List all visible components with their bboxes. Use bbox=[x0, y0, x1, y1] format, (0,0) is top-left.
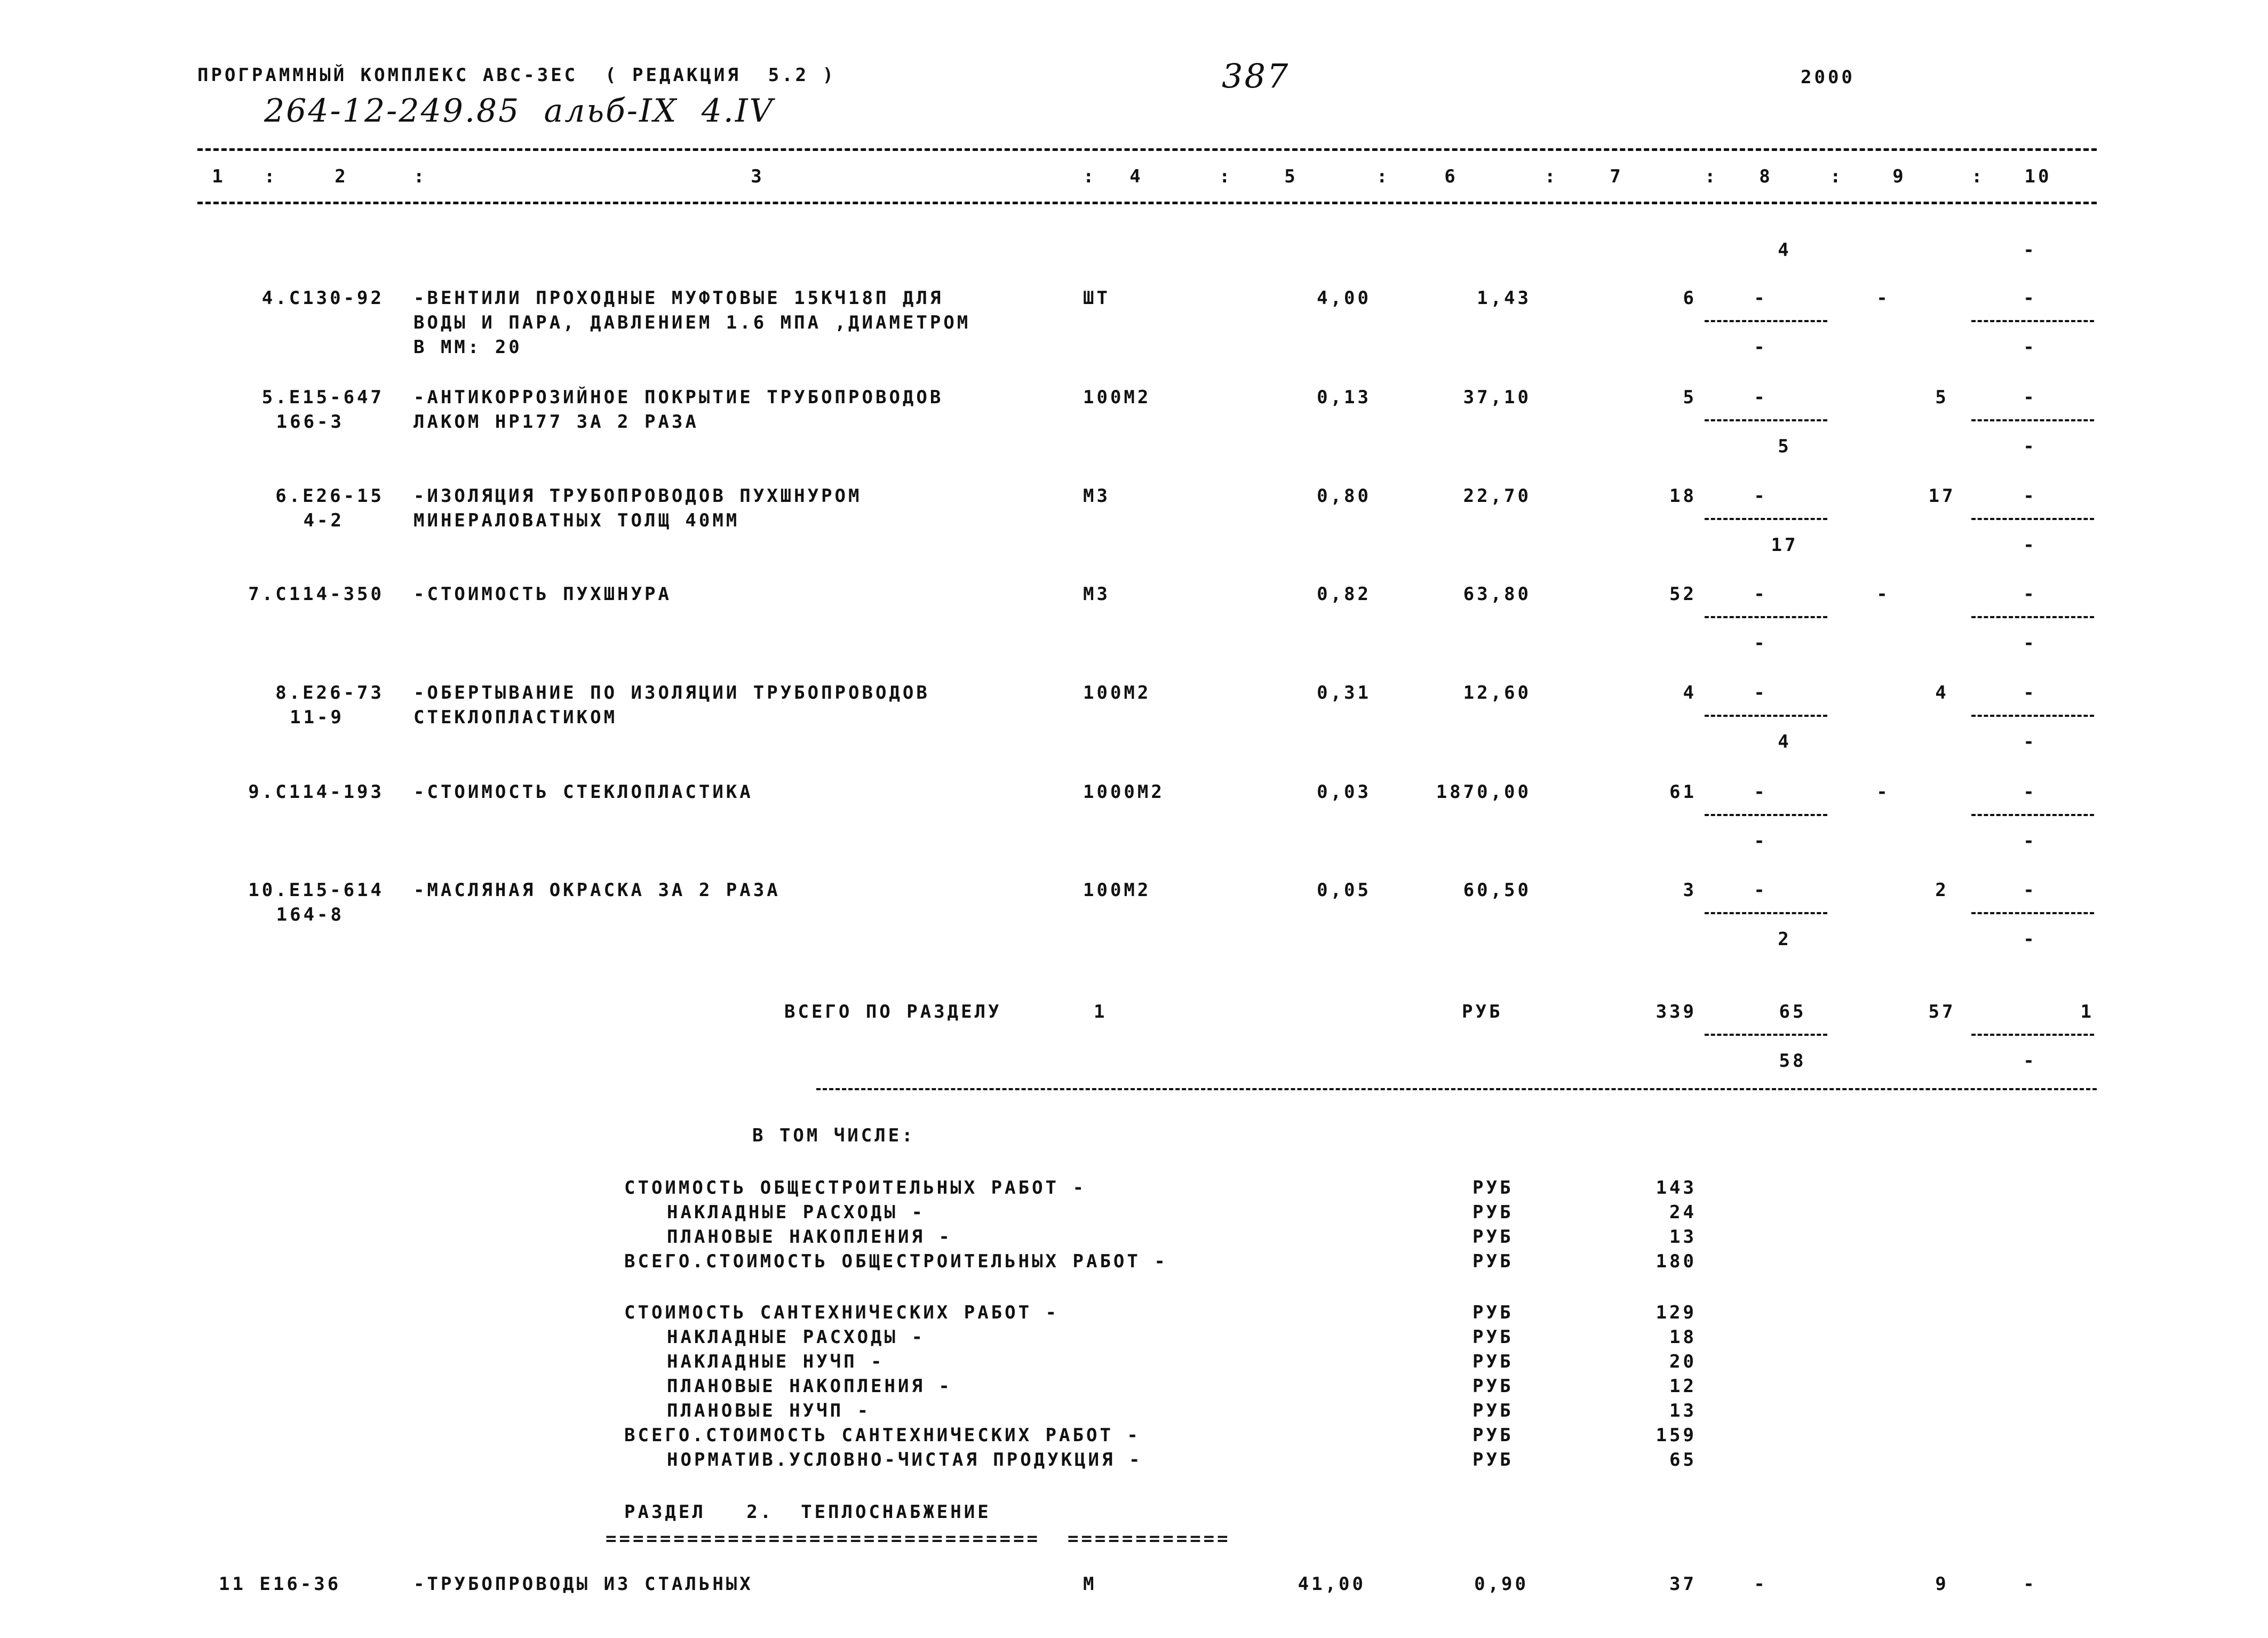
summary-line-label: СТОИМОСТЬ ОБЩЕСТРОИТЕЛЬНЫХ РАБОТ - bbox=[624, 1177, 1086, 1198]
summary-line-unit: РУБ bbox=[1473, 1327, 1514, 1348]
section-total-col10-top: 1 bbox=[2080, 1001, 2094, 1022]
column-header-2: 2 bbox=[335, 166, 348, 187]
row-unit: М bbox=[1083, 1573, 1097, 1595]
section-total-col10-divider bbox=[1971, 1034, 2094, 1036]
column-header-3: 3 bbox=[751, 166, 765, 187]
row-code-sub: 166-3 bbox=[276, 411, 344, 433]
section-total-col8-divider bbox=[1705, 1034, 1827, 1036]
row-col8-bottom: - bbox=[1754, 337, 1768, 358]
row-total: 37 bbox=[1669, 1573, 1697, 1595]
row-col8-divider bbox=[1705, 616, 1827, 618]
row-code: 6.Е26-15 bbox=[275, 485, 384, 507]
row-col9: 17 bbox=[1928, 485, 1956, 507]
summary-line-unit: РУБ bbox=[1473, 1376, 1514, 1397]
carry-value-col8: 4 bbox=[1778, 239, 1792, 261]
row-total: 18 bbox=[1669, 485, 1697, 507]
row-col8-bottom: - bbox=[1754, 830, 1768, 852]
row-col8-top: - bbox=[1754, 485, 1768, 507]
row-unit-price: 1,43 bbox=[1477, 287, 1531, 309]
column-header-6: 6 bbox=[1444, 166, 1458, 187]
row-description: -СТОИМОСТЬ СТЕКЛОПЛАСТИКА bbox=[413, 781, 753, 803]
row-quantity: 0,80 bbox=[1317, 485, 1371, 507]
summary-line-label: ПЛАНОВЫЕ НАКОПЛЕНИЯ - bbox=[667, 1226, 952, 1248]
row-col8-divider bbox=[1705, 912, 1827, 914]
summary-line-unit: РУБ bbox=[1473, 1177, 1514, 1198]
row-unit-price: 12,60 bbox=[1463, 682, 1531, 704]
summary-line-label: ВСЕГО.СТОИМОСТЬ ОБЩЕСТРОИТЕЛЬНЫХ РАБОТ - bbox=[624, 1251, 1168, 1272]
including-label: В ТОМ ЧИСЛЕ: bbox=[752, 1125, 916, 1146]
summary-line-label: НАКЛАДНЫЕ РАСХОДЫ - bbox=[667, 1202, 925, 1223]
row-col9: 4 bbox=[1935, 682, 1949, 704]
row-col10-divider bbox=[1971, 518, 2094, 520]
row-description: -ОБЕРТЫВАНИЕ ПО ИЗОЛЯЦИИ ТРУБОПРОВОДОВ bbox=[413, 682, 930, 704]
row-col10-top: - bbox=[2023, 485, 2037, 507]
summary-line-value: 20 bbox=[1669, 1351, 1697, 1372]
summary-line-value: 24 bbox=[1669, 1202, 1697, 1223]
column-header-1: 1 bbox=[212, 166, 226, 187]
row-description: -ТРУБОПРОВОДЫ ИЗ СТАЛЬНЫХ bbox=[413, 1573, 753, 1595]
column-header-9: 9 bbox=[1892, 166, 1906, 187]
column-header-5: 5 bbox=[1284, 166, 1298, 187]
row-col8-divider bbox=[1705, 320, 1827, 322]
year: 2000 bbox=[1801, 67, 1855, 88]
summary-line-label: СТОИМОСТЬ САНТЕХНИЧЕСКИХ РАБОТ - bbox=[624, 1302, 1060, 1323]
row-description: В ММ: 20 bbox=[413, 337, 522, 358]
header-bottom-rule bbox=[197, 202, 2097, 204]
row-col10-top: - bbox=[2023, 584, 2037, 605]
summary-line-value: 180 bbox=[1656, 1251, 1697, 1272]
row-total: 52 bbox=[1669, 584, 1697, 605]
summary-line-unit: РУБ bbox=[1473, 1226, 1514, 1248]
row-description: -ВЕНТИЛИ ПРОХОДНЫЕ МУФТОВЫЕ 15КЧ18П ДЛЯ bbox=[413, 287, 944, 309]
summary-line-value: 159 bbox=[1656, 1425, 1697, 1446]
row-total: 4 bbox=[1683, 682, 1697, 704]
summary-line-unit: РУБ bbox=[1473, 1351, 1514, 1372]
row-quantity: 0,13 bbox=[1317, 387, 1371, 408]
column-separator: : bbox=[1705, 166, 1718, 187]
row-unit: 100М2 bbox=[1083, 387, 1151, 408]
section-total-col8-top: 65 bbox=[1779, 1001, 1807, 1022]
row-description: ЛАКОМ НР177 ЗА 2 РАЗА bbox=[413, 411, 699, 433]
section-total-col10-bottom: - bbox=[2023, 1050, 2037, 1072]
section-total-rule bbox=[816, 1088, 2097, 1090]
row-unit-price: 0,90 bbox=[1474, 1573, 1529, 1595]
summary-line-value: 18 bbox=[1669, 1327, 1697, 1348]
column-separator: : bbox=[1219, 166, 1233, 187]
summary-line-unit: РУБ bbox=[1473, 1425, 1514, 1446]
column-separator: : bbox=[1545, 166, 1558, 187]
row-quantity: 0,05 bbox=[1317, 880, 1371, 901]
row-col8-top: - bbox=[1754, 781, 1768, 803]
row-quantity: 0,82 bbox=[1317, 584, 1371, 605]
row-col8-bottom: 17 bbox=[1771, 534, 1799, 556]
row-col10-divider bbox=[1971, 616, 2094, 618]
row-col10-bottom: - bbox=[2023, 830, 2037, 852]
summary-line-label: НАКЛАДНЫЕ НУЧП - bbox=[667, 1351, 885, 1372]
summary-line-value: 129 bbox=[1656, 1302, 1697, 1323]
row-col9: - bbox=[1876, 781, 1890, 803]
column-header-8: 8 bbox=[1759, 166, 1773, 187]
row-unit-price: 22,70 bbox=[1463, 485, 1531, 507]
row-unit: 1000М2 bbox=[1083, 781, 1165, 803]
row-code: 11 Е16-36 bbox=[219, 1573, 341, 1595]
row-col9: 5 bbox=[1935, 387, 1949, 408]
column-separator: : bbox=[1971, 166, 1985, 187]
row-col8-top: - bbox=[1754, 880, 1768, 901]
section-total-col9: 57 bbox=[1928, 1001, 1956, 1022]
row-col8-top: - bbox=[1754, 682, 1768, 704]
summary-line-unit: РУБ bbox=[1473, 1449, 1514, 1471]
row-code: 5.Е15-647 bbox=[261, 387, 384, 408]
section-total-label: ВСЕГО ПО РАЗДЕЛУ bbox=[784, 1001, 1002, 1022]
row-col10-divider bbox=[1971, 912, 2094, 914]
column-separator: : bbox=[1083, 166, 1097, 187]
row-quantity: 0,03 bbox=[1317, 781, 1371, 803]
row-code-sub: 164-8 bbox=[276, 904, 344, 925]
next-section-underline: ================================ ============ bbox=[606, 1528, 1231, 1549]
row-col10-bottom: - bbox=[2023, 337, 2037, 358]
row-col10-divider bbox=[1971, 814, 2094, 816]
row-col10-divider bbox=[1971, 715, 2094, 717]
row-description: -ИЗОЛЯЦИЯ ТРУБОПРОВОДОВ ПУХШНУРОМ bbox=[413, 485, 862, 507]
row-col8-divider bbox=[1705, 419, 1827, 421]
summary-line-unit: РУБ bbox=[1473, 1400, 1514, 1421]
row-col10-top: - bbox=[2023, 682, 2037, 704]
section-total-col8-bottom: 58 bbox=[1779, 1050, 1807, 1072]
section-total-value: 339 bbox=[1656, 1001, 1697, 1022]
column-header-7: 7 bbox=[1610, 166, 1624, 187]
row-total: 61 bbox=[1669, 781, 1697, 803]
row-col9: - bbox=[1876, 584, 1890, 605]
row-col10-bottom: - bbox=[2023, 633, 2037, 654]
summary-line-label: ВСЕГО.СТОИМОСТЬ САНТЕХНИЧЕСКИХ РАБОТ - bbox=[624, 1425, 1141, 1446]
row-code: 4.С130-92 bbox=[261, 287, 384, 309]
row-col10-bottom: - bbox=[2023, 731, 2037, 753]
row-code-sub: 4-2 bbox=[303, 510, 344, 531]
row-col8-top: - bbox=[1754, 584, 1768, 605]
section-total-unit: РУБ bbox=[1462, 1001, 1503, 1022]
row-col10-bottom: - bbox=[2023, 436, 2037, 457]
row-col10-top: - bbox=[2023, 880, 2037, 901]
row-code-sub: 11-9 bbox=[290, 707, 344, 728]
row-col10-top: - bbox=[2023, 387, 2037, 408]
header-top-rule bbox=[197, 148, 2097, 151]
row-code: 10.Е15-614 bbox=[248, 880, 384, 901]
row-description: -АНТИКОРРОЗИЙНОЕ ПОКРЫТИЕ ТРУБОПРОВОДОВ bbox=[413, 387, 944, 408]
row-col8-top: - bbox=[1754, 287, 1768, 309]
row-col8-bottom: 5 bbox=[1778, 436, 1792, 457]
row-total: 5 bbox=[1683, 387, 1697, 408]
row-total: 6 bbox=[1683, 287, 1697, 309]
row-unit: М3 bbox=[1083, 584, 1110, 605]
row-description: СТЕКЛОПЛАСТИКОМ bbox=[413, 707, 618, 728]
row-col8-divider bbox=[1705, 518, 1827, 520]
summary-line-label: НАКЛАДНЫЕ РАСХОДЫ - bbox=[667, 1327, 925, 1348]
row-code: 8.Е26-73 bbox=[275, 682, 384, 704]
row-col10-divider bbox=[1971, 419, 2094, 421]
summary-line-value: 12 bbox=[1669, 1376, 1697, 1397]
row-col8-bottom: 2 bbox=[1778, 929, 1792, 950]
section-total-number: 1 bbox=[1094, 1001, 1108, 1022]
row-unit-price: 37,10 bbox=[1463, 387, 1531, 408]
row-col10-top: - bbox=[2023, 1573, 2037, 1595]
row-description: ВОДЫ И ПАРА, ДАВЛЕНИЕМ 1.6 МПА ,ДИАМЕТРОМ bbox=[413, 312, 971, 333]
summary-line-label: ПЛАНОВЫЕ НУЧП - bbox=[667, 1400, 871, 1421]
row-col10-divider bbox=[1971, 320, 2094, 322]
row-description: МИНЕРАЛОВАТНЫХ ТОЛЩ 40ММ bbox=[413, 510, 740, 531]
column-separator: : bbox=[264, 166, 278, 187]
row-unit: М3 bbox=[1083, 485, 1110, 507]
next-section-title: РАЗДЕЛ 2. ТЕПЛОСНАБЖЕНИЕ bbox=[624, 1501, 991, 1523]
summary-line-value: 13 bbox=[1669, 1400, 1697, 1421]
carry-value-col10: - bbox=[2023, 239, 2037, 261]
row-unit-price: 63,80 bbox=[1463, 584, 1531, 605]
row-description: -СТОИМОСТЬ ПУХШНУРА bbox=[413, 584, 672, 605]
summary-line-label: ПЛАНОВЫЕ НАКОПЛЕНИЯ - bbox=[667, 1376, 952, 1397]
summary-line-unit: РУБ bbox=[1473, 1302, 1514, 1323]
row-col9: - bbox=[1876, 287, 1890, 309]
row-unit: 100М2 bbox=[1083, 682, 1151, 704]
row-col8-bottom: - bbox=[1754, 633, 1768, 654]
row-quantity: 41,00 bbox=[1298, 1573, 1366, 1595]
column-separator: : bbox=[1830, 166, 1844, 187]
row-col8-top: - bbox=[1754, 387, 1768, 408]
row-quantity: 0,31 bbox=[1317, 682, 1371, 704]
row-col8-bottom: 4 bbox=[1778, 731, 1792, 753]
row-description: -МАСЛЯНАЯ ОКРАСКА ЗА 2 РАЗА bbox=[413, 880, 781, 901]
page-number: 387 bbox=[1222, 57, 1290, 95]
row-unit: ШТ bbox=[1083, 287, 1110, 309]
row-col8-top: - bbox=[1754, 1573, 1768, 1595]
row-col10-bottom: - bbox=[2023, 534, 2037, 556]
summary-line-label: НОРМАТИВ.УСЛОВНО-ЧИСТАЯ ПРОДУКЦИЯ - bbox=[667, 1449, 1143, 1471]
row-code: 7.С114-350 bbox=[248, 584, 384, 605]
row-unit-price: 1870,00 bbox=[1436, 781, 1531, 803]
column-header-10: 10 bbox=[2024, 166, 2052, 187]
row-code: 9.С114-193 bbox=[248, 781, 384, 803]
row-col10-top: - bbox=[2023, 781, 2037, 803]
row-col8-divider bbox=[1705, 715, 1827, 717]
summary-line-unit: РУБ bbox=[1473, 1202, 1514, 1223]
column-header-4: 4 bbox=[1129, 166, 1143, 187]
row-unit-price: 60,50 bbox=[1463, 880, 1531, 901]
row-col9: 9 bbox=[1935, 1573, 1949, 1595]
row-col10-top: - bbox=[2023, 287, 2037, 309]
row-unit: 100М2 bbox=[1083, 880, 1151, 901]
row-col9: 2 bbox=[1935, 880, 1949, 901]
row-total: 3 bbox=[1683, 880, 1697, 901]
summary-line-unit: РУБ bbox=[1473, 1251, 1514, 1272]
column-separator: : bbox=[1376, 166, 1390, 187]
row-col8-divider bbox=[1705, 814, 1827, 816]
summary-line-value: 65 bbox=[1669, 1449, 1697, 1471]
row-quantity: 4,00 bbox=[1317, 287, 1371, 309]
summary-line-value: 143 bbox=[1656, 1177, 1697, 1198]
program-title: ПРОГРАММНЫЙ КОМПЛЕКС АВС-3ЕС ( РЕДАКЦИЯ 5.2 ) bbox=[197, 65, 837, 86]
row-col10-bottom: - bbox=[2023, 929, 2037, 950]
summary-line-value: 13 bbox=[1669, 1226, 1697, 1248]
column-separator: : bbox=[413, 166, 427, 187]
handwritten-reference: 264-12-249.85 альб-IX 4.IV bbox=[264, 92, 774, 130]
